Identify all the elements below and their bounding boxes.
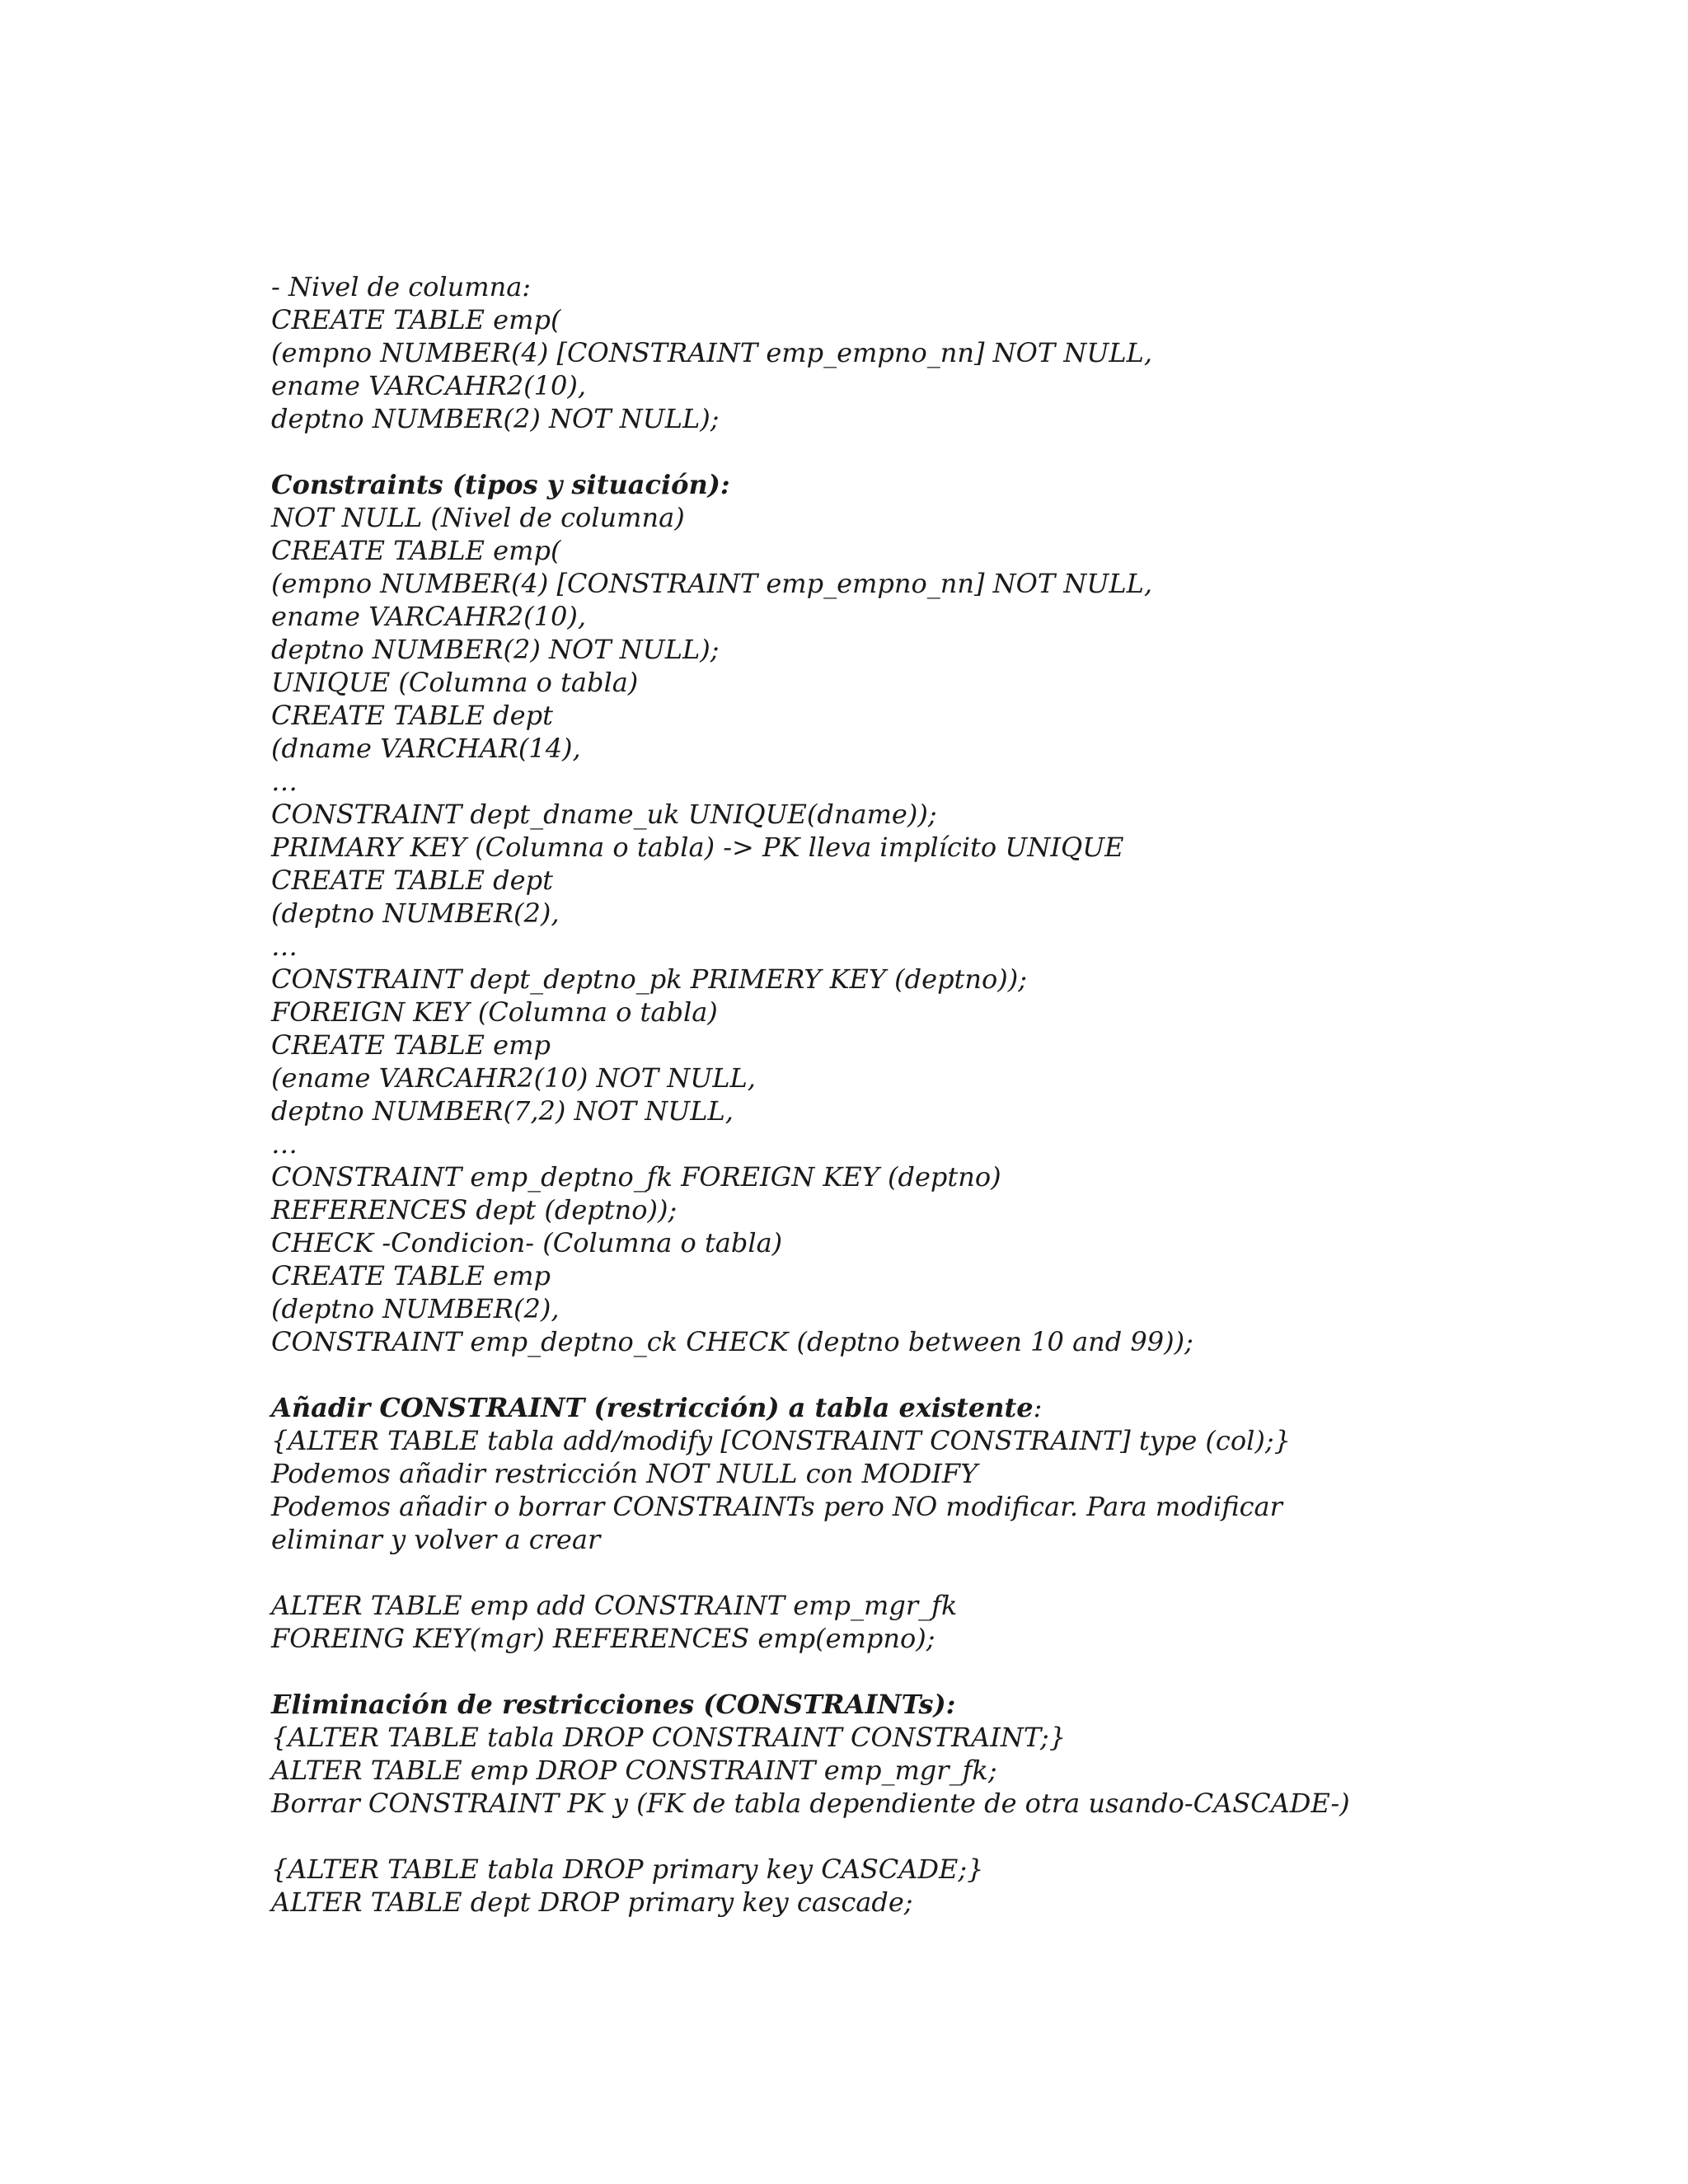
- text-line: PRIMARY KEY (Columna o tabla) -> PK lleva implícito UNIQUE: [271, 832, 1124, 863]
- section-heading-suffix: :: [1033, 1392, 1043, 1423]
- text-line: - Nivel de columna:: [271, 271, 532, 302]
- code-line: CREATE TABLE emp: [271, 1260, 551, 1291]
- code-line: CREATE TABLE dept: [271, 865, 553, 896]
- document-body: [271, 270, 1507, 1919]
- code-line: CONSTRAINT emp_deptno_ck CHECK (deptno between 10 and 99));: [271, 1326, 1193, 1357]
- text-line: Podemos añadir restricción NOT NULL con MODIFY: [271, 1458, 978, 1489]
- code-line: REFERENCES dept (deptno));: [271, 1194, 678, 1226]
- code-line: ename VARCAHR2(10),: [271, 601, 587, 632]
- code-line: CREATE TABLE emp(: [271, 304, 561, 335]
- text-line: eliminar y volver a crear: [271, 1524, 601, 1555]
- code-line: (empno NUMBER(4) [CONSTRAINT emp_empno_nn] NOT NULL,: [271, 337, 1152, 368]
- section-column-level: [271, 270, 1507, 435]
- text-line: Borrar CONSTRAINT PK y (FK de tabla dependiente de otra usando-CASCADE-): [271, 1788, 1350, 1819]
- code-line: ALTER TABLE emp add CONSTRAINT emp_mgr_fk: [271, 1590, 958, 1621]
- blank-line: [271, 1556, 1507, 1589]
- code-line: CONSTRAINT emp_deptno_fk FOREIGN KEY (deptno): [271, 1161, 1001, 1193]
- code-line: (ename VARCAHR2(10) NOT NULL,: [271, 1062, 756, 1094]
- code-line: deptno NUMBER(2) NOT NULL);: [271, 403, 720, 434]
- ellipsis-line: …: [271, 766, 298, 797]
- code-line: (empno NUMBER(4) [CONSTRAINT emp_empno_nn] NOT NULL,: [271, 568, 1152, 599]
- code-line: CREATE TABLE emp: [271, 1029, 551, 1061]
- section-heading: Constraints (tipos y situación):: [271, 469, 730, 500]
- ellipsis-line: …: [271, 1128, 298, 1160]
- blank-line: [271, 1820, 1507, 1853]
- text-line: FOREIGN KEY (Columna o tabla): [271, 996, 718, 1028]
- code-line: ename VARCAHR2(10),: [271, 370, 587, 401]
- section-heading-text: Añadir CONSTRAINT (restricción) a tabla existente: [271, 1392, 1034, 1423]
- code-line: (deptno NUMBER(2),: [271, 1293, 560, 1324]
- text-line: Podemos añadir o borrar CONSTRAINTs pero NO modificar. Para modificar: [271, 1491, 1282, 1522]
- code-line: CREATE TABLE dept: [271, 700, 553, 731]
- syntax-line: {ALTER TABLE tabla DROP CONSTRAINT CONSTRAINT;}: [271, 1722, 1067, 1753]
- section-constraints: [271, 468, 1507, 1358]
- syntax-line: {ALTER TABLE tabla add/modify [CONSTRAINT CONSTRAINT] type (col);}: [271, 1425, 1291, 1456]
- code-line: deptno NUMBER(7,2) NOT NULL,: [271, 1095, 734, 1127]
- section-heading: Eliminación de restricciones (CONSTRAINTs):: [271, 1689, 956, 1720]
- code-line: ALTER TABLE emp DROP CONSTRAINT emp_mgr_fk;: [271, 1755, 997, 1786]
- code-line: CREATE TABLE emp(: [271, 535, 561, 566]
- code-line: CONSTRAINT dept_deptno_pk PRIMERY KEY (deptno));: [271, 963, 1028, 995]
- blank-line: [271, 1358, 1507, 1391]
- section-heading: [271, 1391, 1507, 1424]
- section-drop-constraint: [271, 1688, 1507, 1919]
- syntax-line: {ALTER TABLE tabla DROP primary key CASCADE;}: [271, 1854, 984, 1885]
- code-line: ALTER TABLE dept DROP primary key cascade;: [271, 1886, 913, 1918]
- code-line: (deptno NUMBER(2),: [271, 898, 560, 929]
- text-line: UNIQUE (Columna o tabla): [271, 667, 639, 698]
- code-line: (dname VARCHAR(14),: [271, 733, 581, 764]
- blank-line: [271, 435, 1507, 468]
- text-line: NOT NULL (Nivel de columna): [271, 502, 685, 533]
- code-line: FOREING KEY(mgr) REFERENCES emp(empno);: [271, 1623, 935, 1654]
- section-add-constraint: [271, 1391, 1507, 1655]
- code-line: deptno NUMBER(2) NOT NULL);: [271, 634, 720, 665]
- blank-line: [271, 1655, 1507, 1688]
- text-line: CHECK -Condicion- (Columna o tabla): [271, 1227, 783, 1258]
- code-line: CONSTRAINT dept_dname_uk UNIQUE(dname));: [271, 799, 937, 830]
- ellipsis-line: …: [271, 930, 298, 962]
